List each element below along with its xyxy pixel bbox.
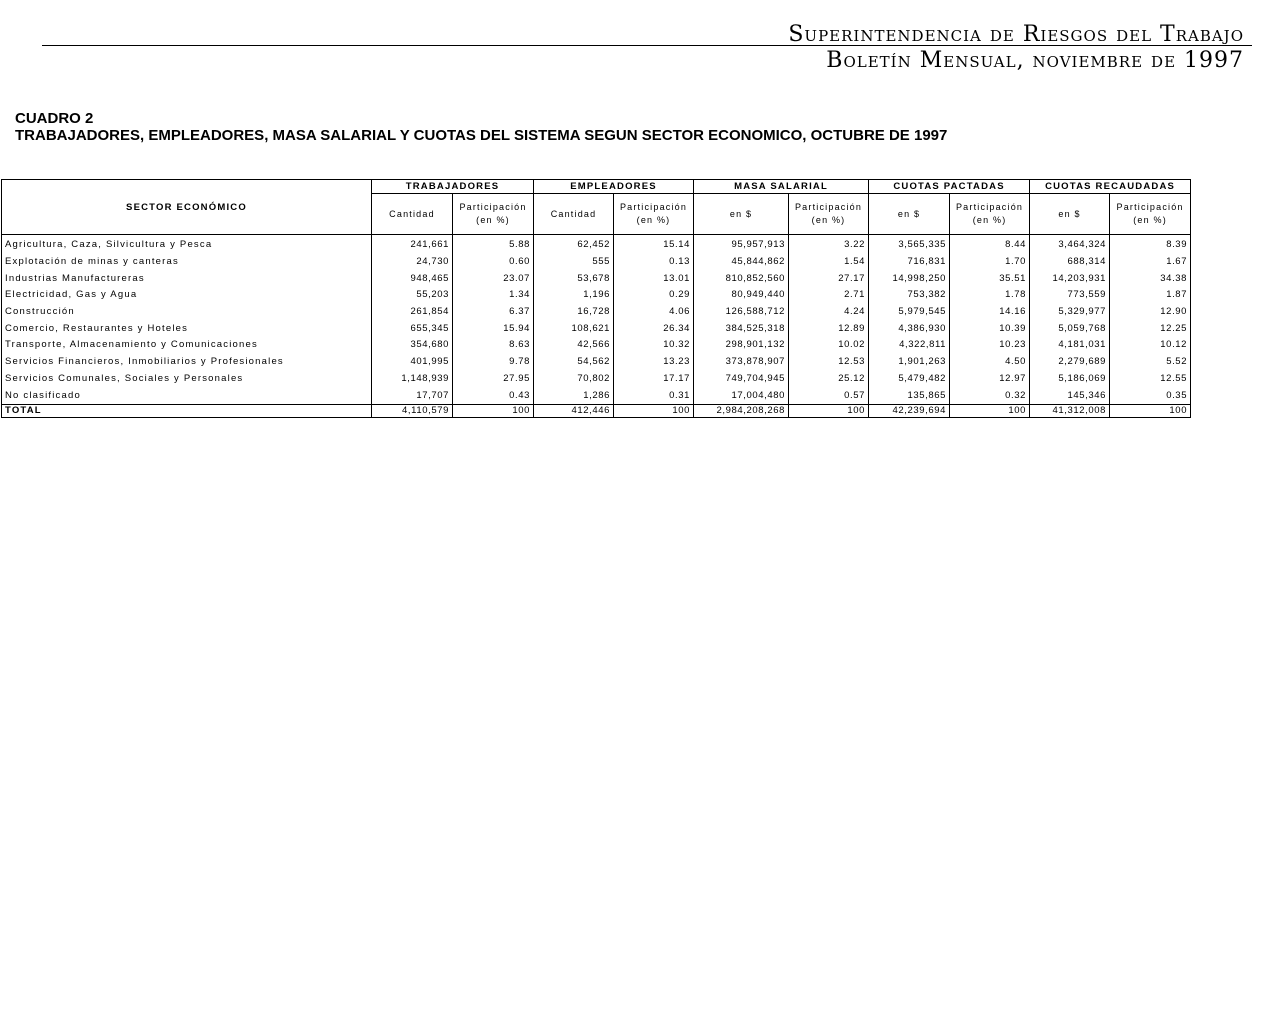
value-cell: 4,110,579 [372, 404, 453, 417]
part-line2: (en %) [972, 215, 1007, 225]
value-cell: 34.38 [1110, 270, 1191, 287]
value-cell: 3,565,335 [869, 235, 950, 254]
sector-table [1, 179, 1191, 418]
value-cell: 27.95 [453, 371, 534, 388]
value-cell: 100 [614, 404, 694, 417]
table-row [2, 387, 1191, 404]
sector-cell: Construcción [2, 304, 372, 321]
subheader-participacion [950, 194, 1030, 235]
value-cell: 1.54 [789, 254, 869, 271]
part-line2: (en %) [636, 215, 671, 225]
value-cell: 15.94 [453, 320, 534, 337]
value-cell: 17,004,480 [694, 387, 789, 404]
value-cell: 12.97 [950, 371, 1030, 388]
value-cell: 773,559 [1030, 287, 1110, 304]
value-cell: 2,984,208,268 [694, 404, 789, 417]
table-row [2, 320, 1191, 337]
value-cell: 261,854 [372, 304, 453, 321]
value-cell: 0.31 [614, 387, 694, 404]
value-cell: 716,831 [869, 254, 950, 271]
cuadro-title: TRABAJADORES, EMPLEADORES, MASA SALARIAL Y CUOTAS DEL SISTEMA SEGUN SECTOR ECONOMICO, OCTUBRE DE 1997 [15, 127, 948, 144]
value-cell: 688,314 [1030, 254, 1110, 271]
value-cell: 4.06 [614, 304, 694, 321]
value-cell: 17.17 [614, 371, 694, 388]
value-cell: 55,203 [372, 287, 453, 304]
sector-cell: Servicios Comunales, Sociales y Personales [2, 371, 372, 388]
value-cell: 1.78 [950, 287, 1030, 304]
table-row [2, 354, 1191, 371]
sector-cell: Industrias Manufactureras [2, 270, 372, 287]
value-cell: 555 [534, 254, 614, 271]
cuadro-label: CUADRO 2 [15, 110, 94, 127]
sector-cell: Comercio, Restaurantes y Hoteles [2, 320, 372, 337]
value-cell: 80,949,440 [694, 287, 789, 304]
subheader-participacion [453, 194, 534, 235]
value-cell: 126,588,712 [694, 304, 789, 321]
value-cell: 10.02 [789, 337, 869, 354]
value-cell: 14.16 [950, 304, 1030, 321]
value-cell: 100 [453, 404, 534, 417]
value-cell: 241,661 [372, 235, 453, 254]
value-cell: 12.55 [1110, 371, 1191, 388]
value-cell: 1.34 [453, 287, 534, 304]
publisher-title: Superintendencia de Riesgos del Trabajo [788, 22, 1244, 47]
table-caption [15, 110, 947, 144]
bulletin-subtitle: Boletín Mensual, noviembre de 1997 [826, 48, 1244, 73]
value-cell: 100 [950, 404, 1030, 417]
value-cell: 100 [1110, 404, 1191, 417]
value-cell: 26.34 [614, 320, 694, 337]
sector-cell: Explotación de minas y canteras [2, 254, 372, 271]
part-line1: Participación [619, 202, 688, 212]
subheader-en-pesos: en $ [1030, 194, 1110, 235]
group-header-cuotas-pactadas: CUOTAS PACTADAS [869, 180, 1030, 194]
sector-cell: No clasificado [2, 387, 372, 404]
subheader-participacion [1110, 194, 1191, 235]
subheader-participacion [614, 194, 694, 235]
value-cell: 108,621 [534, 320, 614, 337]
table-row [2, 337, 1191, 354]
value-cell: 4.50 [950, 354, 1030, 371]
group-header-empleadores: EMPLEADORES [534, 180, 694, 194]
value-cell: 1,148,939 [372, 371, 453, 388]
table-row [2, 287, 1191, 304]
value-cell: 0.32 [950, 387, 1030, 404]
value-cell: 53,678 [534, 270, 614, 287]
value-cell: 62,452 [534, 235, 614, 254]
value-cell: 135,865 [869, 387, 950, 404]
sector-cell: TOTAL [2, 404, 372, 417]
value-cell: 354,680 [372, 337, 453, 354]
value-cell: 12.89 [789, 320, 869, 337]
group-header-cuotas-recaudadas: CUOTAS RECAUDADAS [1030, 180, 1191, 194]
value-cell: 27.17 [789, 270, 869, 287]
value-cell: 45,844,862 [694, 254, 789, 271]
value-cell: 655,345 [372, 320, 453, 337]
value-cell: 810,852,560 [694, 270, 789, 287]
value-cell: 5.88 [453, 235, 534, 254]
value-cell: 5,979,545 [869, 304, 950, 321]
subheader-en-pesos: en $ [869, 194, 950, 235]
value-cell: 5,329,977 [1030, 304, 1110, 321]
value-cell: 1.70 [950, 254, 1030, 271]
sector-cell: Electricidad, Gas y Agua [2, 287, 372, 304]
value-cell: 5,479,482 [869, 371, 950, 388]
value-cell: 35.51 [950, 270, 1030, 287]
value-cell: 42,566 [534, 337, 614, 354]
total-row [2, 404, 1191, 417]
value-cell: 749,704,945 [694, 371, 789, 388]
value-cell: 24,730 [372, 254, 453, 271]
value-cell: 8.39 [1110, 235, 1191, 254]
value-cell: 12.25 [1110, 320, 1191, 337]
header-rule [42, 45, 1252, 46]
value-cell: 1,901,263 [869, 354, 950, 371]
table-row [2, 254, 1191, 271]
value-cell: 100 [789, 404, 869, 417]
value-cell: 145,346 [1030, 387, 1110, 404]
value-cell: 4.24 [789, 304, 869, 321]
value-cell: 12.53 [789, 354, 869, 371]
value-cell: 14,203,931 [1030, 270, 1110, 287]
subheader-en-pesos: en $ [694, 194, 789, 235]
subheader-participacion [789, 194, 869, 235]
value-cell: 17,707 [372, 387, 453, 404]
value-cell: 10.39 [950, 320, 1030, 337]
value-cell: 12.90 [1110, 304, 1191, 321]
value-cell: 0.57 [789, 387, 869, 404]
part-line2: (en %) [476, 215, 510, 225]
value-cell: 2.71 [789, 287, 869, 304]
value-cell: 298,901,132 [694, 337, 789, 354]
value-cell: 384,525,318 [694, 320, 789, 337]
group-header-trabajadores: TRABAJADORES [372, 180, 534, 194]
value-cell: 42,239,694 [869, 404, 950, 417]
value-cell: 1.67 [1110, 254, 1191, 271]
value-cell: 5,059,768 [1030, 320, 1110, 337]
value-cell: 0.60 [453, 254, 534, 271]
subheader-cantidad: Cantidad [534, 194, 614, 235]
value-cell: 9.78 [453, 354, 534, 371]
part-line1: Participación [955, 202, 1024, 212]
part-line2: (en %) [1133, 215, 1167, 225]
value-cell: 5,186,069 [1030, 371, 1110, 388]
group-header-masa-salarial: MASA SALARIAL [694, 180, 869, 194]
part-line1: Participación [1116, 202, 1184, 212]
value-cell: 0.13 [614, 254, 694, 271]
value-cell: 8.63 [453, 337, 534, 354]
value-cell: 0.29 [614, 287, 694, 304]
sector-header: SECTOR ECONÓMICO [2, 180, 372, 235]
value-cell: 25.12 [789, 371, 869, 388]
value-cell: 10.32 [614, 337, 694, 354]
value-cell: 10.23 [950, 337, 1030, 354]
part-line1: Participación [794, 202, 863, 212]
value-cell: 1,286 [534, 387, 614, 404]
part-line2: (en %) [811, 215, 846, 225]
value-cell: 13.23 [614, 354, 694, 371]
value-cell: 4,322,811 [869, 337, 950, 354]
value-cell: 6.37 [453, 304, 534, 321]
sector-cell: Transporte, Almacenamiento y Comunicaciones [2, 337, 372, 354]
value-cell: 4,386,930 [869, 320, 950, 337]
subheader-cantidad: Cantidad [372, 194, 453, 235]
value-cell: 8.44 [950, 235, 1030, 254]
value-cell: 54,562 [534, 354, 614, 371]
sector-cell: Agricultura, Caza, Silvicultura y Pesca [2, 235, 372, 254]
value-cell: 14,998,250 [869, 270, 950, 287]
value-cell: 95,957,913 [694, 235, 789, 254]
value-cell: 0.35 [1110, 387, 1191, 404]
value-cell: 70,802 [534, 371, 614, 388]
part-line1: Participación [459, 202, 527, 212]
value-cell: 753,382 [869, 287, 950, 304]
value-cell: 15.14 [614, 235, 694, 254]
value-cell: 2,279,689 [1030, 354, 1110, 371]
value-cell: 3,464,324 [1030, 235, 1110, 254]
value-cell: 1.87 [1110, 287, 1191, 304]
value-cell: 0.43 [453, 387, 534, 404]
value-cell: 401,995 [372, 354, 453, 371]
value-cell: 41,312,008 [1030, 404, 1110, 417]
value-cell: 948,465 [372, 270, 453, 287]
sector-cell: Servicios Financieros, Inmobiliarios y Profesionales [2, 354, 372, 371]
table-row [2, 235, 1191, 254]
value-cell: 412,446 [534, 404, 614, 417]
value-cell: 1,196 [534, 287, 614, 304]
table-row [2, 270, 1191, 287]
value-cell: 10.12 [1110, 337, 1191, 354]
value-cell: 23.07 [453, 270, 534, 287]
value-cell: 13.01 [614, 270, 694, 287]
value-cell: 4,181,031 [1030, 337, 1110, 354]
table-row [2, 304, 1191, 321]
value-cell: 3.22 [789, 235, 869, 254]
value-cell: 373,878,907 [694, 354, 789, 371]
value-cell: 16,728 [534, 304, 614, 321]
value-cell: 5.52 [1110, 354, 1191, 371]
table-row [2, 371, 1191, 388]
